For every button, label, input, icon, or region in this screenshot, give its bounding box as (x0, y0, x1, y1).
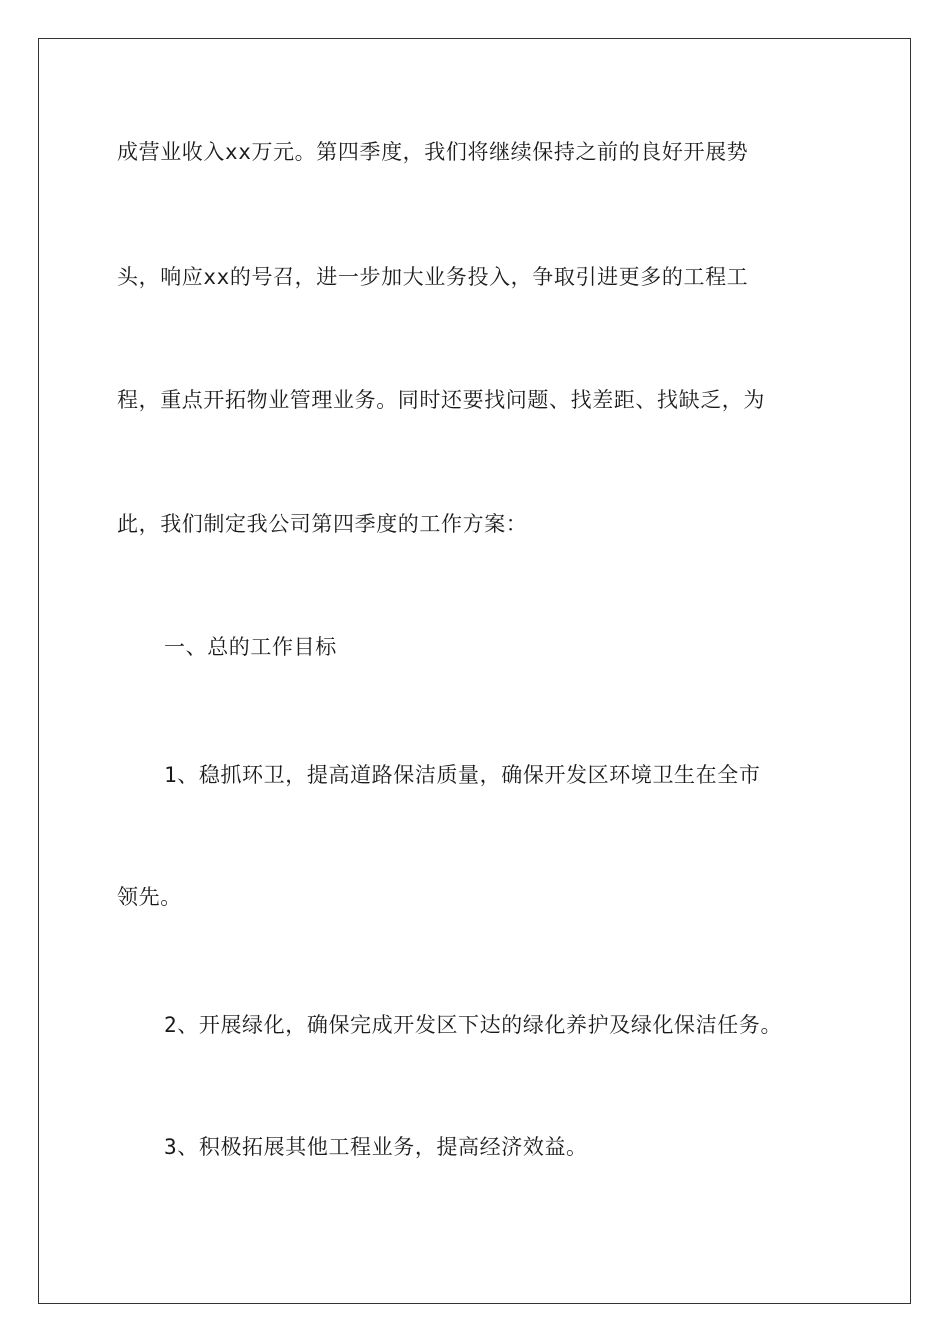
paragraph-line-2: 头，响应xx的号召，进一步加大业务投入，争取引进更多的工程工 (117, 265, 749, 289)
section-heading: 一、总的工作目标 (164, 635, 337, 659)
goal-item-1-continued: 领先。 (117, 885, 182, 909)
goal-item-2: 2、开展绿化，确保完成开发区下达的绿化养护及绿化保洁任务。 (164, 1013, 783, 1037)
paragraph-line-3: 程，重点开拓物业管理业务。同时还要找问题、找差距、找缺乏，为 (117, 388, 765, 412)
goal-item-3: 3、积极拓展其他工程业务，提高经济效益。 (164, 1135, 588, 1159)
paragraph-line-4: 此，我们制定我公司第四季度的工作方案： (117, 512, 528, 536)
paragraph-line-1: 成营业收入xx万元。第四季度，我们将继续保持之前的良好开展势 (117, 140, 749, 164)
goal-item-1: 1、稳抓环卫，提高道路保洁质量，确保开发区环境卫生在全市 (164, 763, 761, 787)
page-border (38, 38, 911, 1304)
